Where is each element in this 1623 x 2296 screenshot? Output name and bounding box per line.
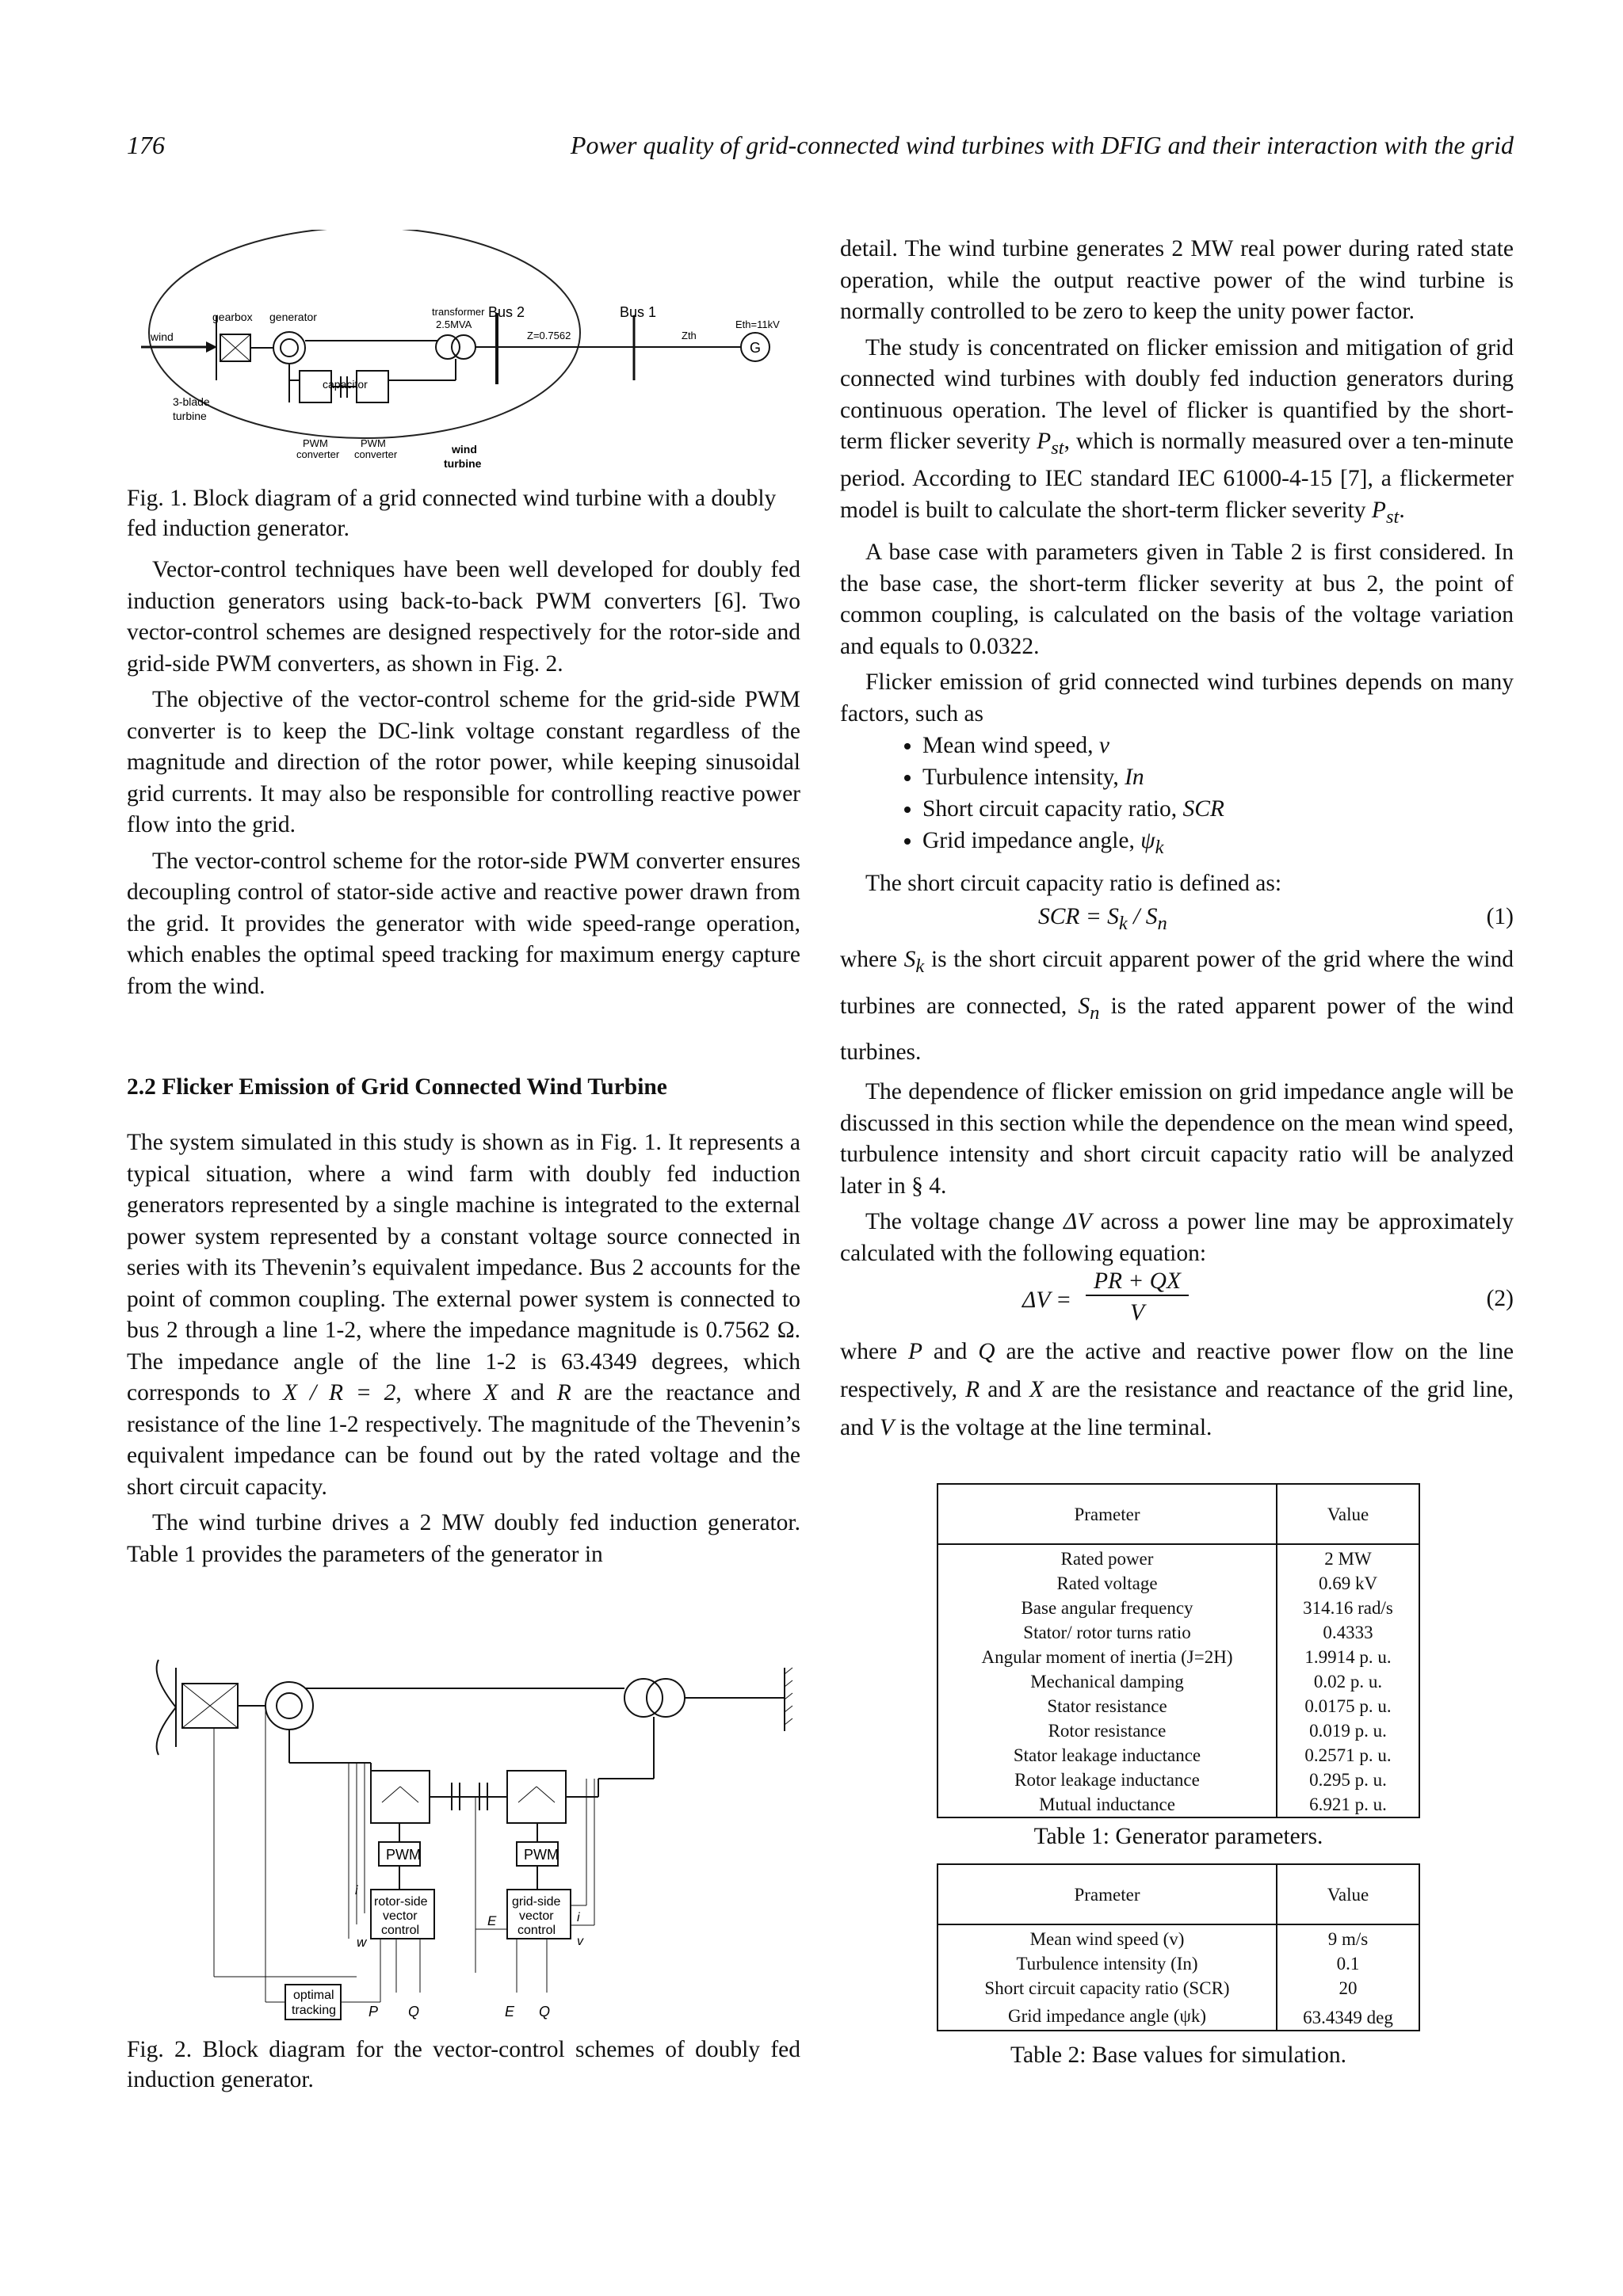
table-cell-values: 2 MW 0.69 kV 314.16 rad/s 0.4333 1.9914 p. u. 0.02 p. u. 0.0175 p. u. 0.019 p. u. 0.2571 p. u. 0.295 p. u. 6.921 p. u.	[1277, 1544, 1419, 1817]
label-z: Z=0.7562	[527, 330, 571, 341]
para-base-case: A base case with parameters given in Table 2 is first considered. In the base case, the short-term flicker severity at bus 2, the point of common coupling, is calculated on the basis of the voltage variation and equals to 0.0322.	[840, 540, 1514, 659]
label-capacitor: capacitor	[323, 378, 368, 391]
label-ig: i	[577, 1911, 580, 1924]
figure-1-caption: Fig. 1. Block diagram of a grid connected wind turbine with a doubly fed induction generator.	[127, 486, 777, 541]
label-qr-ref: Q	[539, 2004, 551, 2019]
label-rotor-side-2: vector	[383, 1909, 418, 1923]
label-grid-side-2: vector	[519, 1909, 554, 1923]
para-factors: Flicker emission of grid connected wind turbines depends on many factors, such as	[840, 669, 1514, 727]
label-blade1: 3-blade	[173, 395, 210, 408]
label-ps-ref: P	[369, 2004, 379, 2019]
para-rotor-side: The vector-control scheme for the rotor-side PWM converter ensures decoupling control of stator-side active and reactive power drawn from the grid. It provides the generator with wide speed-range operation, which enables the optimal speed tracking for maximum energy capture from the wind.	[127, 848, 800, 999]
label-grid-side-1: grid-side	[512, 1895, 561, 1909]
label-wt1: wind	[452, 443, 477, 456]
label-generator: generator	[269, 311, 317, 323]
transformer-symbol	[624, 1679, 663, 1717]
equation-2: ΔV = PR + QX V (2)	[1022, 1268, 1514, 1326]
label-blade2: turbine	[173, 410, 207, 422]
table-cell-params: Mean wind speed (v) Turbulence intensity (In) Short circuit capacity ratio (SCR) Grid impedance angle (ψk)	[938, 1924, 1277, 2031]
label-rotor-side-1: rotor-side	[374, 1895, 428, 1909]
para-scr-def: The short circuit capacity ratio is defined as:	[865, 871, 1282, 897]
figure-1-diagram	[127, 230, 808, 491]
label-eth: Eth=11kV	[735, 318, 780, 330]
label-pwm-right: PWM	[524, 1847, 559, 1863]
generator-symbol	[273, 332, 305, 364]
para-where-sk: where $S_k$ is the short circuit apparent power of the grid where the wind turbines are connected, $S_n$ is the rated apparent power of the wind turbines.	[840, 946, 1514, 1066]
running-header	[127, 131, 1514, 170]
para-study: The study is concentrated on flicker emission and mitigation of grid connected wind turbines with doubly fed induction generators during continuous operation. The level of flicker is quantified by the short-term flicker severity $P_{st}$, which is normally measured over a ten-minute period. According to IEC standard IEC 61000-4-15 [7], a flickermeter model is built to calculate the short-term flicker severity $P_{st}$.	[840, 334, 1514, 528]
label-pwm1b: converter	[296, 448, 340, 460]
label-g: G	[750, 340, 762, 356]
table-cell-values: 9 m/s 0.1 20 63.4349 deg	[1277, 1924, 1419, 2031]
para-system-simulated: The system simulated in this study is shown as in Fig. 1. It represents a typical situation, where a wind farm with doubly fed induction generators represented by a single machine is integrated to the external power system represented by a constant voltage source connected in series with its Thevenin’s equivalent impedance. Bus 2 accounts for the point of common coupling. The external power system is connected to bus 2 through a line 1-2, where the impedance magnitude is 0.7562 Ω. The impedance angle of the line 1-2 is 63.4349 degrees, which corresponds to X / R = 2, where X and R are the reactance and resistance of the line 1-2 respectively. The magnitude of the Thevenin’s equivalent impedance can be found out by the rated voltage and the short circuit capacity.	[127, 1130, 801, 1500]
table-row	[938, 1924, 1419, 2031]
bullet-item: • Turbulence intensity, In	[922, 761, 1514, 793]
label-e-ref: E	[505, 2004, 515, 2019]
para-grid-side: The objective of the vector-control scheme for the grid-side PWM converter is to keep the DC-link voltage constant regardless of the magnitude and direction of the rotor power, while keeping sinusoidal grid currents. It may also be responsible for controlling reactive power flow into the grid.	[127, 687, 800, 837]
table-2	[937, 1863, 1420, 2031]
para-where-pq: where P and Q are the active and reactive power flow on the line respectively, R and X are the resistance and reactance of the grid line, and V is the voltage at the line terminal.	[840, 1339, 1514, 1441]
label-i: i	[355, 1884, 358, 1897]
label-gearbox: gearbox	[212, 311, 253, 323]
label-transformer-rating: 2.5MVA	[436, 318, 472, 330]
table-header-row	[938, 1864, 1419, 1924]
left-column-top	[127, 555, 800, 1007]
table-header-row	[938, 1484, 1419, 1544]
table-header-cell: Prameter	[938, 1484, 1277, 1544]
label-w: w	[357, 1935, 367, 1950]
equation-1: SCR = $S_k / S_n$ (1)	[1038, 903, 1514, 934]
figure-2-caption: Fig. 2. Block diagram for the vector-control schemes of doubly fed induction generator.	[127, 2037, 800, 2092]
running-title: Power quality of grid-connected wind turbines with DFIG and their interaction with the grid	[570, 131, 1514, 159]
table-header-cell: Value	[1277, 1864, 1419, 1924]
section-heading: 2.2 Flicker Emission of Grid Connected Wind Turbine	[127, 1074, 667, 1100]
factor-list	[840, 730, 1514, 864]
label-zth: Zth	[682, 330, 697, 341]
label-wind: wind	[151, 330, 174, 343]
left-column-bottom	[127, 1127, 800, 1575]
para-vector-control: Vector-control techniques have been well developed for doubly fed induction generators using back-to-back PWM converters [6]. Two vector-control schemes are designed respectively for the rotor-side and grid-side PWM converters, as shown in Fig. 2.	[127, 557, 800, 677]
label-bus1: Bus 1	[620, 304, 657, 320]
table-header-cell: Prameter	[938, 1864, 1277, 1924]
label-pwm2a: PWM	[361, 437, 386, 449]
label-wt2: turbine	[444, 457, 482, 470]
label-pwm-left: PWM	[386, 1847, 421, 1863]
label-pwm1a: PWM	[303, 437, 328, 449]
para-dependence: The dependence of flicker emission on grid impedance angle will be discussed in this section while the dependence on the mean wind speed, turbulence intensity and short circuit capacity ratio will be analyzed later in § 4.	[840, 1079, 1514, 1199]
label-transformer: transformer	[432, 306, 485, 318]
para-turbine-drives: The wind turbine drives a 2 MW doubly fed induction generator. Table 1 provides the parameters of the generator in	[127, 1510, 800, 1567]
table-1-caption: Table 1: Generator parameters.	[1033, 1824, 1323, 1849]
bullet-item: • Mean wind speed, v	[922, 730, 1514, 761]
converter-rotor	[371, 1771, 430, 1823]
label-qs-ref: Q	[408, 2004, 420, 2019]
label-bus2: Bus 2	[488, 304, 525, 320]
figure-2-diagram	[127, 1652, 808, 2036]
table-1	[937, 1483, 1420, 1818]
label-pwm2b: converter	[354, 448, 398, 460]
label-e: E	[487, 1913, 497, 1928]
label-optimal-2: tracking	[292, 2004, 337, 2017]
table-cell-params: Rated power Rated voltage Base angular frequency Stator/ rotor turns ratio Angular moment of inertia (J=2H) Mechanical damping Stator resistance Rotor resistance Stator leakage inductance Rotor leakage inductance Mutual inductance	[938, 1544, 1277, 1817]
bullet-item: • Grid impedance angle, $\psi_k$	[922, 825, 1514, 864]
bullet-item: • Short circuit capacity ratio, SCR	[922, 793, 1514, 825]
label-vg: v	[577, 1935, 583, 1948]
para-detail: detail. The wind turbine generates 2 MW real power during rated state operation, while the output reactive power of the wind turbine is normally controlled to be zero to keep the unity power factor.	[840, 236, 1514, 324]
label-optimal-1: optimal	[293, 1989, 334, 2002]
page-number: 176	[127, 131, 165, 159]
para-voltage-change: The voltage change ΔV across a power line may be approximately calculated with the following equation:	[840, 1209, 1514, 1266]
table-2-caption: Table 2: Base values for simulation.	[1010, 2042, 1346, 2068]
label-rotor-side-3: control	[381, 1924, 420, 1937]
table-header-cell: Value	[1277, 1484, 1419, 1544]
label-grid-side-3: control	[517, 1924, 556, 1937]
table-row	[938, 1544, 1419, 1817]
right-column	[840, 234, 1514, 1451]
converter-grid	[507, 1771, 566, 1823]
turbine-ellipse	[149, 230, 580, 438]
